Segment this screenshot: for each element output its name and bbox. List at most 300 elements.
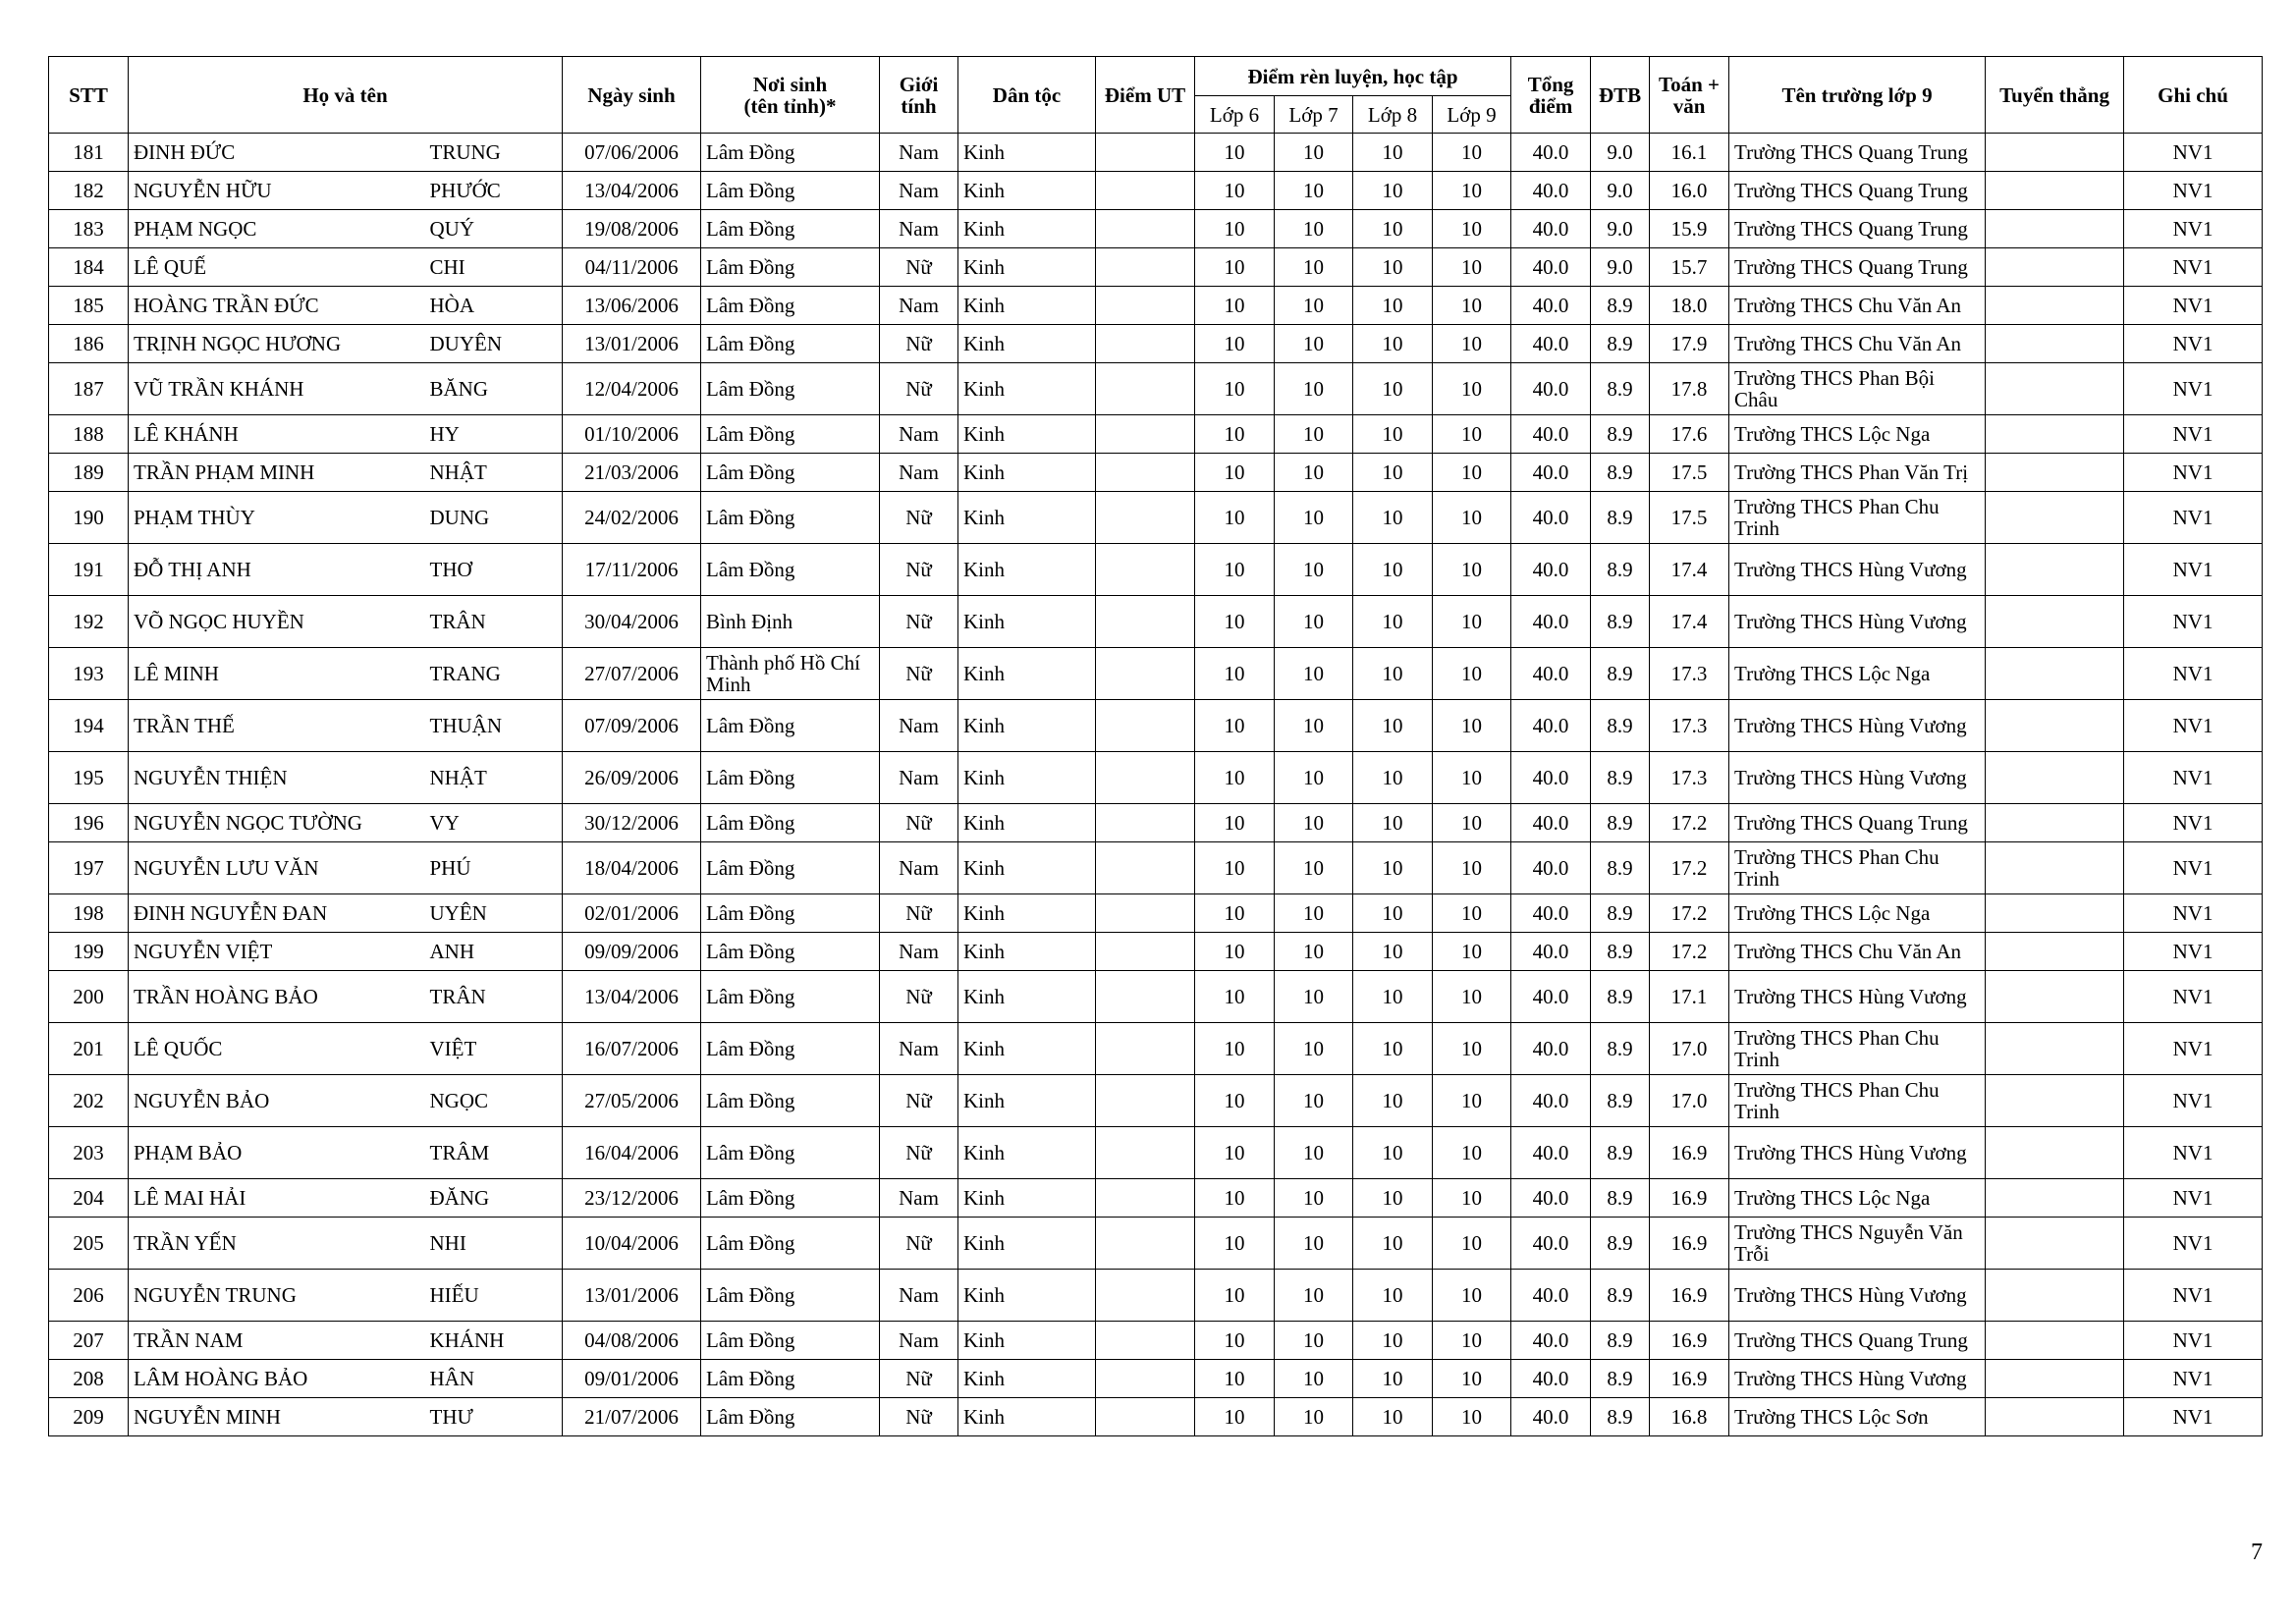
cell-direct xyxy=(1986,971,2124,1023)
cell-note: NV1 xyxy=(2124,544,2263,596)
cell-birthplace: Lâm Đồng xyxy=(701,971,880,1023)
table-row xyxy=(49,596,2263,648)
cell-note: NV1 xyxy=(2124,933,2263,971)
cell-school: Trường THCS Hùng Vương xyxy=(1729,971,1986,1023)
cell-direct xyxy=(1986,596,2124,648)
cell-grade8: 10 xyxy=(1353,700,1433,752)
cell-grade8: 10 xyxy=(1353,842,1433,894)
cell-avg: 8.9 xyxy=(1591,544,1650,596)
cell-direct xyxy=(1986,1218,2124,1270)
cell-priority xyxy=(1096,1322,1195,1360)
cell-total: 40.0 xyxy=(1511,210,1591,248)
cell-school: Trường THCS Chu Văn An xyxy=(1729,933,1986,971)
cell-gender: Nữ xyxy=(880,544,958,596)
cell-grade6: 10 xyxy=(1195,933,1275,971)
cell-first-name: BĂNG xyxy=(425,363,563,415)
cell-birthplace: Lâm Đồng xyxy=(701,1023,880,1075)
cell-school: Trường THCS Quang Trung xyxy=(1729,210,1986,248)
cell-total: 40.0 xyxy=(1511,971,1591,1023)
cell-avg: 8.9 xyxy=(1591,894,1650,933)
cell-gender: Nam xyxy=(880,700,958,752)
cell-gender: Nữ xyxy=(880,596,958,648)
cell-school: Trường THCS Quang Trung xyxy=(1729,172,1986,210)
cell-grade9: 10 xyxy=(1433,172,1511,210)
cell-grade7: 10 xyxy=(1275,596,1353,648)
cell-grade9: 10 xyxy=(1433,752,1511,804)
cell-last-middle-name: VŨ TRẦN KHÁNH xyxy=(129,363,425,415)
cell-first-name: HÂN xyxy=(425,1360,563,1398)
cell-total: 40.0 xyxy=(1511,1270,1591,1322)
cell-avg: 8.9 xyxy=(1591,842,1650,894)
cell-note: NV1 xyxy=(2124,894,2263,933)
cell-school: Trường THCS Phan Chu Trinh xyxy=(1729,492,1986,544)
cell-note: NV1 xyxy=(2124,172,2263,210)
cell-birthplace: Lâm Đồng xyxy=(701,210,880,248)
cell-priority xyxy=(1096,752,1195,804)
cell-school: Trường THCS Lộc Nga xyxy=(1729,415,1986,454)
cell-birthplace: Lâm Đồng xyxy=(701,1270,880,1322)
cell-total: 40.0 xyxy=(1511,492,1591,544)
cell-priority xyxy=(1096,700,1195,752)
col-stt: STT xyxy=(49,57,129,134)
cell-dob: 27/05/2006 xyxy=(563,1075,701,1127)
cell-avg: 9.0 xyxy=(1591,248,1650,287)
cell-birthplace: Lâm Đồng xyxy=(701,172,880,210)
cell-total: 40.0 xyxy=(1511,287,1591,325)
cell-stt: 195 xyxy=(49,752,129,804)
cell-dob: 04/11/2006 xyxy=(563,248,701,287)
cell-grade9: 10 xyxy=(1433,248,1511,287)
cell-last-middle-name: PHẠM NGỌC xyxy=(129,210,425,248)
cell-avg: 9.0 xyxy=(1591,210,1650,248)
cell-last-middle-name: NGUYỄN VIỆT xyxy=(129,933,425,971)
cell-grade6: 10 xyxy=(1195,1322,1275,1360)
cell-ethnicity: Kinh xyxy=(958,492,1096,544)
cell-grade9: 10 xyxy=(1433,1218,1511,1270)
col-direct: Tuyển thẳng xyxy=(1986,57,2124,134)
cell-note: NV1 xyxy=(2124,415,2263,454)
cell-grade9: 10 xyxy=(1433,1360,1511,1398)
cell-avg: 8.9 xyxy=(1591,363,1650,415)
cell-first-name: TRÂN xyxy=(425,596,563,648)
cell-direct xyxy=(1986,894,2124,933)
cell-grade7: 10 xyxy=(1275,492,1353,544)
cell-total: 40.0 xyxy=(1511,172,1591,210)
col-priority: Điểm UT xyxy=(1096,57,1195,134)
cell-avg: 8.9 xyxy=(1591,1398,1650,1436)
cell-first-name: DUNG xyxy=(425,492,563,544)
cell-last-middle-name: PHẠM BẢO xyxy=(129,1127,425,1179)
cell-direct xyxy=(1986,1398,2124,1436)
cell-priority xyxy=(1096,415,1195,454)
cell-math-lit: 16.1 xyxy=(1650,134,1729,172)
cell-avg: 8.9 xyxy=(1591,648,1650,700)
col-birthplace: Nơi sinh (tên tỉnh)* xyxy=(701,57,880,134)
cell-avg: 8.9 xyxy=(1591,752,1650,804)
cell-math-lit: 16.9 xyxy=(1650,1360,1729,1398)
cell-last-middle-name: NGUYỄN MINH xyxy=(129,1398,425,1436)
cell-first-name: THUẬN xyxy=(425,700,563,752)
cell-stt: 191 xyxy=(49,544,129,596)
col-note: Ghi chú xyxy=(2124,57,2263,134)
cell-birthplace: Lâm Đồng xyxy=(701,454,880,492)
cell-school: Trường THCS Quang Trung xyxy=(1729,1322,1986,1360)
cell-note: NV1 xyxy=(2124,752,2263,804)
cell-priority xyxy=(1096,842,1195,894)
cell-ethnicity: Kinh xyxy=(958,648,1096,700)
cell-priority xyxy=(1096,134,1195,172)
cell-birthplace: Lâm Đồng xyxy=(701,1075,880,1127)
cell-grade8: 10 xyxy=(1353,1322,1433,1360)
cell-stt: 184 xyxy=(49,248,129,287)
cell-first-name: NHẬT xyxy=(425,454,563,492)
cell-total: 40.0 xyxy=(1511,1218,1591,1270)
cell-avg: 9.0 xyxy=(1591,134,1650,172)
cell-total: 40.0 xyxy=(1511,454,1591,492)
table-row xyxy=(49,172,2263,210)
cell-grade7: 10 xyxy=(1275,752,1353,804)
cell-grade8: 10 xyxy=(1353,648,1433,700)
cell-school: Trường THCS Chu Văn An xyxy=(1729,287,1986,325)
cell-stt: 199 xyxy=(49,933,129,971)
cell-birthplace: Lâm Đồng xyxy=(701,1360,880,1398)
cell-birthplace: Lâm Đồng xyxy=(701,248,880,287)
cell-priority xyxy=(1096,804,1195,842)
table-row xyxy=(49,1398,2263,1436)
cell-grade7: 10 xyxy=(1275,415,1353,454)
cell-ethnicity: Kinh xyxy=(958,248,1096,287)
cell-note: NV1 xyxy=(2124,1075,2263,1127)
cell-grade8: 10 xyxy=(1353,1360,1433,1398)
cell-ethnicity: Kinh xyxy=(958,172,1096,210)
cell-grade6: 10 xyxy=(1195,842,1275,894)
cell-school: Trường THCS Hùng Vương xyxy=(1729,1360,1986,1398)
cell-note: NV1 xyxy=(2124,1360,2263,1398)
cell-ethnicity: Kinh xyxy=(958,1270,1096,1322)
cell-stt: 197 xyxy=(49,842,129,894)
cell-math-lit: 17.3 xyxy=(1650,700,1729,752)
cell-gender: Nữ xyxy=(880,804,958,842)
cell-total: 40.0 xyxy=(1511,1322,1591,1360)
cell-gender: Nam xyxy=(880,1023,958,1075)
cell-grade6: 10 xyxy=(1195,1075,1275,1127)
cell-last-middle-name: TRẦN THẾ xyxy=(129,700,425,752)
cell-direct xyxy=(1986,248,2124,287)
cell-dob: 13/04/2006 xyxy=(563,971,701,1023)
cell-gender: Nam xyxy=(880,172,958,210)
cell-direct xyxy=(1986,1179,2124,1218)
cell-stt: 192 xyxy=(49,596,129,648)
cell-last-middle-name: NGUYỄN HỮU xyxy=(129,172,425,210)
cell-gender: Nam xyxy=(880,287,958,325)
table-row xyxy=(49,804,2263,842)
cell-grade8: 10 xyxy=(1353,1075,1433,1127)
cell-avg: 8.9 xyxy=(1591,700,1650,752)
cell-gender: Nam xyxy=(880,210,958,248)
cell-grade6: 10 xyxy=(1195,210,1275,248)
cell-last-middle-name: ĐỖ THỊ ANH xyxy=(129,544,425,596)
cell-stt: 183 xyxy=(49,210,129,248)
cell-note: NV1 xyxy=(2124,1322,2263,1360)
cell-grade7: 10 xyxy=(1275,325,1353,363)
cell-math-lit: 17.5 xyxy=(1650,492,1729,544)
cell-birthplace: Lâm Đồng xyxy=(701,1218,880,1270)
cell-last-middle-name: ĐINH NGUYỄN ĐAN xyxy=(129,894,425,933)
cell-dob: 07/06/2006 xyxy=(563,134,701,172)
cell-stt: 198 xyxy=(49,894,129,933)
cell-dob: 13/01/2006 xyxy=(563,1270,701,1322)
col-ethnicity: Dân tộc xyxy=(958,57,1096,134)
cell-ethnicity: Kinh xyxy=(958,210,1096,248)
cell-stt: 185 xyxy=(49,287,129,325)
cell-priority xyxy=(1096,1398,1195,1436)
cell-gender: Nữ xyxy=(880,492,958,544)
table-row xyxy=(49,1270,2263,1322)
cell-dob: 17/11/2006 xyxy=(563,544,701,596)
cell-total: 40.0 xyxy=(1511,544,1591,596)
cell-note: NV1 xyxy=(2124,210,2263,248)
cell-direct xyxy=(1986,287,2124,325)
cell-math-lit: 17.0 xyxy=(1650,1023,1729,1075)
cell-grade7: 10 xyxy=(1275,1398,1353,1436)
cell-grade7: 10 xyxy=(1275,933,1353,971)
table-row xyxy=(49,1322,2263,1360)
cell-direct xyxy=(1986,700,2124,752)
cell-grade9: 10 xyxy=(1433,842,1511,894)
cell-birthplace: Lâm Đồng xyxy=(701,325,880,363)
cell-ethnicity: Kinh xyxy=(958,894,1096,933)
cell-priority xyxy=(1096,1075,1195,1127)
cell-total: 40.0 xyxy=(1511,1179,1591,1218)
cell-grade6: 10 xyxy=(1195,544,1275,596)
table-row xyxy=(49,842,2263,894)
cell-grade7: 10 xyxy=(1275,172,1353,210)
cell-ethnicity: Kinh xyxy=(958,363,1096,415)
cell-grade9: 10 xyxy=(1433,971,1511,1023)
cell-school: Trường THCS Hùng Vương xyxy=(1729,752,1986,804)
cell-total: 40.0 xyxy=(1511,1127,1591,1179)
cell-math-lit: 17.4 xyxy=(1650,596,1729,648)
cell-first-name: HIẾU xyxy=(425,1270,563,1322)
cell-birthplace: Lâm Đồng xyxy=(701,700,880,752)
cell-grade7: 10 xyxy=(1275,1075,1353,1127)
cell-note: NV1 xyxy=(2124,971,2263,1023)
cell-priority xyxy=(1096,1218,1195,1270)
cell-total: 40.0 xyxy=(1511,325,1591,363)
cell-grade8: 10 xyxy=(1353,1179,1433,1218)
cell-last-middle-name: TRẦN HOÀNG BẢO xyxy=(129,971,425,1023)
cell-direct xyxy=(1986,1360,2124,1398)
col-name: Họ và tên xyxy=(129,57,563,134)
cell-dob: 16/04/2006 xyxy=(563,1127,701,1179)
cell-total: 40.0 xyxy=(1511,842,1591,894)
cell-grade8: 10 xyxy=(1353,172,1433,210)
cell-gender: Nữ xyxy=(880,1360,958,1398)
cell-last-middle-name: HOÀNG TRẦN ĐỨC xyxy=(129,287,425,325)
cell-note: NV1 xyxy=(2124,1270,2263,1322)
cell-grade6: 10 xyxy=(1195,971,1275,1023)
cell-stt: 182 xyxy=(49,172,129,210)
cell-avg: 8.9 xyxy=(1591,325,1650,363)
cell-first-name: TRUNG xyxy=(425,134,563,172)
cell-grade8: 10 xyxy=(1353,933,1433,971)
cell-gender: Nữ xyxy=(880,1218,958,1270)
cell-grade9: 10 xyxy=(1433,1270,1511,1322)
cell-grade9: 10 xyxy=(1433,804,1511,842)
cell-direct xyxy=(1986,648,2124,700)
cell-total: 40.0 xyxy=(1511,804,1591,842)
cell-direct xyxy=(1986,325,2124,363)
cell-school: Trường THCS Hùng Vương xyxy=(1729,1127,1986,1179)
cell-gender: Nam xyxy=(880,1270,958,1322)
cell-last-middle-name: LÊ QUỐC xyxy=(129,1023,425,1075)
cell-grade6: 10 xyxy=(1195,415,1275,454)
cell-note: NV1 xyxy=(2124,648,2263,700)
cell-priority xyxy=(1096,492,1195,544)
cell-grade6: 10 xyxy=(1195,454,1275,492)
cell-note: NV1 xyxy=(2124,134,2263,172)
cell-gender: Nữ xyxy=(880,363,958,415)
col-math-lit: Toán + văn xyxy=(1650,57,1729,134)
cell-first-name: THƯ xyxy=(425,1398,563,1436)
cell-birthplace: Lâm Đồng xyxy=(701,134,880,172)
cell-priority xyxy=(1096,1270,1195,1322)
col-grade7: Lớp 7 xyxy=(1275,96,1353,134)
table-row xyxy=(49,248,2263,287)
table-row xyxy=(49,287,2263,325)
cell-avg: 8.9 xyxy=(1591,596,1650,648)
cell-avg: 8.9 xyxy=(1591,1127,1650,1179)
cell-school: Trường THCS Chu Văn An xyxy=(1729,325,1986,363)
cell-birthplace: Lâm Đồng xyxy=(701,492,880,544)
cell-birthplace: Lâm Đồng xyxy=(701,544,880,596)
cell-birthplace: Lâm Đồng xyxy=(701,933,880,971)
cell-note: NV1 xyxy=(2124,492,2263,544)
cell-gender: Nam xyxy=(880,134,958,172)
cell-avg: 8.9 xyxy=(1591,1270,1650,1322)
cell-grade8: 10 xyxy=(1353,894,1433,933)
cell-grade8: 10 xyxy=(1353,415,1433,454)
cell-dob: 09/09/2006 xyxy=(563,933,701,971)
cell-direct xyxy=(1986,752,2124,804)
table-row xyxy=(49,752,2263,804)
cell-grade9: 10 xyxy=(1433,363,1511,415)
cell-priority xyxy=(1096,1179,1195,1218)
cell-note: NV1 xyxy=(2124,1218,2263,1270)
cell-avg: 8.9 xyxy=(1591,1322,1650,1360)
cell-math-lit: 16.0 xyxy=(1650,172,1729,210)
cell-last-middle-name: NGUYỄN BẢO xyxy=(129,1075,425,1127)
cell-birthplace: Lâm Đồng xyxy=(701,1322,880,1360)
cell-grade8: 10 xyxy=(1353,1127,1433,1179)
cell-stt: 207 xyxy=(49,1322,129,1360)
cell-grade7: 10 xyxy=(1275,804,1353,842)
cell-math-lit: 16.9 xyxy=(1650,1179,1729,1218)
page-number: 7 xyxy=(2251,1540,2263,1565)
cell-grade6: 10 xyxy=(1195,700,1275,752)
cell-stt: 196 xyxy=(49,804,129,842)
cell-gender: Nam xyxy=(880,1322,958,1360)
cell-ethnicity: Kinh xyxy=(958,1023,1096,1075)
cell-school: Trường THCS Phan Văn Trị xyxy=(1729,454,1986,492)
table-row xyxy=(49,325,2263,363)
table-body xyxy=(49,134,2263,1436)
cell-avg: 9.0 xyxy=(1591,172,1650,210)
cell-grade9: 10 xyxy=(1433,544,1511,596)
cell-grade6: 10 xyxy=(1195,363,1275,415)
table-row xyxy=(49,971,2263,1023)
cell-math-lit: 16.9 xyxy=(1650,1322,1729,1360)
table-row xyxy=(49,134,2263,172)
cell-dob: 13/06/2006 xyxy=(563,287,701,325)
cell-birthplace: Bình Định xyxy=(701,596,880,648)
cell-direct xyxy=(1986,172,2124,210)
cell-grade7: 10 xyxy=(1275,1322,1353,1360)
cell-ethnicity: Kinh xyxy=(958,415,1096,454)
cell-grade9: 10 xyxy=(1433,894,1511,933)
cell-priority xyxy=(1096,287,1195,325)
cell-grade7: 10 xyxy=(1275,842,1353,894)
cell-grade8: 10 xyxy=(1353,1023,1433,1075)
cell-grade6: 10 xyxy=(1195,1127,1275,1179)
cell-stt: 209 xyxy=(49,1398,129,1436)
cell-direct xyxy=(1986,1075,2124,1127)
cell-math-lit: 17.9 xyxy=(1650,325,1729,363)
cell-gender: Nam xyxy=(880,415,958,454)
cell-math-lit: 17.3 xyxy=(1650,752,1729,804)
cell-note: NV1 xyxy=(2124,1179,2263,1218)
col-grade9: Lớp 9 xyxy=(1433,96,1511,134)
cell-stt: 181 xyxy=(49,134,129,172)
cell-first-name: HÒA xyxy=(425,287,563,325)
cell-grade6: 10 xyxy=(1195,1023,1275,1075)
cell-dob: 30/12/2006 xyxy=(563,804,701,842)
cell-last-middle-name: LÂM HOÀNG BẢO xyxy=(129,1360,425,1398)
cell-total: 40.0 xyxy=(1511,933,1591,971)
cell-note: NV1 xyxy=(2124,842,2263,894)
cell-stt: 202 xyxy=(49,1075,129,1127)
cell-stt: 189 xyxy=(49,454,129,492)
cell-last-middle-name: TRẦN NAM xyxy=(129,1322,425,1360)
col-avg: ĐTB xyxy=(1591,57,1650,134)
cell-school: Trường THCS Nguyễn Văn Trỗi xyxy=(1729,1218,1986,1270)
cell-grade7: 10 xyxy=(1275,1023,1353,1075)
cell-grade9: 10 xyxy=(1433,325,1511,363)
cell-grade9: 10 xyxy=(1433,415,1511,454)
cell-total: 40.0 xyxy=(1511,134,1591,172)
cell-first-name: DUYÊN xyxy=(425,325,563,363)
cell-grade6: 10 xyxy=(1195,492,1275,544)
cell-grade6: 10 xyxy=(1195,1360,1275,1398)
cell-grade6: 10 xyxy=(1195,134,1275,172)
cell-avg: 8.9 xyxy=(1591,1023,1650,1075)
cell-total: 40.0 xyxy=(1511,596,1591,648)
cell-priority xyxy=(1096,210,1195,248)
cell-school: Trường THCS Lộc Nga xyxy=(1729,894,1986,933)
table-row xyxy=(49,415,2263,454)
cell-dob: 09/01/2006 xyxy=(563,1360,701,1398)
col-dob: Ngày sinh xyxy=(563,57,701,134)
table-row xyxy=(49,1075,2263,1127)
cell-grade9: 10 xyxy=(1433,454,1511,492)
cell-dob: 16/07/2006 xyxy=(563,1023,701,1075)
cell-priority xyxy=(1096,596,1195,648)
cell-math-lit: 16.9 xyxy=(1650,1218,1729,1270)
col-scores-group: Điểm rèn luyện, học tập xyxy=(1195,57,1511,96)
cell-grade7: 10 xyxy=(1275,287,1353,325)
cell-birthplace: Lâm Đồng xyxy=(701,1127,880,1179)
cell-priority xyxy=(1096,172,1195,210)
